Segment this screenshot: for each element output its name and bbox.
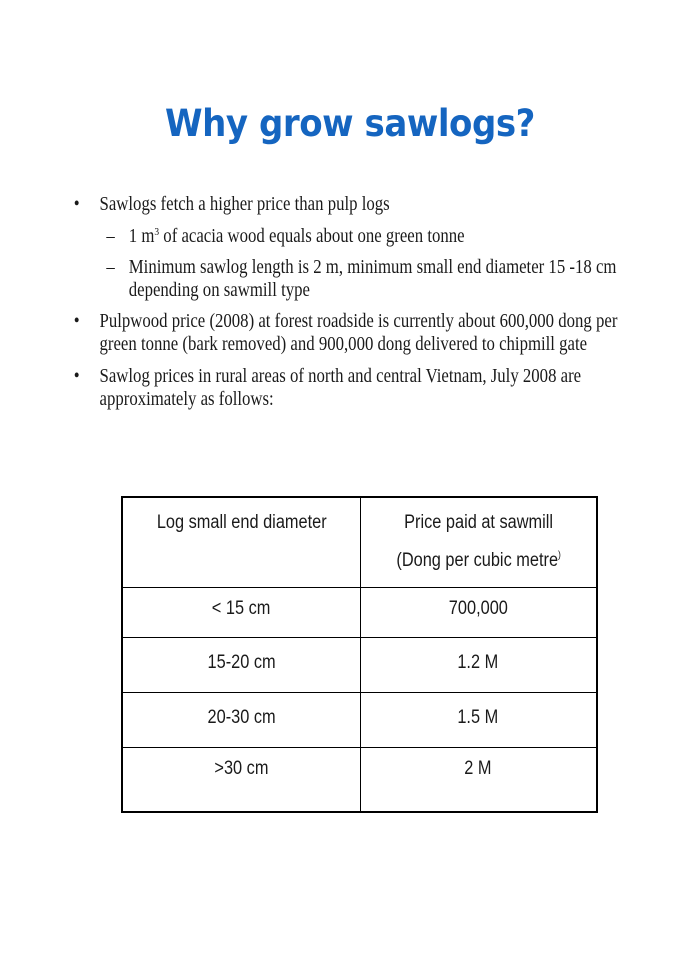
- price-cell: [360, 587, 597, 637]
- table-header-row: [122, 497, 597, 587]
- header-price-line1: Price paid at sawmill: [403, 512, 553, 533]
- bullet-mark: •: [73, 311, 80, 332]
- table-row: [122, 747, 597, 812]
- price-text: 700,000: [448, 597, 508, 619]
- price-text: 2 M: [464, 757, 492, 779]
- bullet-mark: •: [73, 366, 80, 387]
- bullet-item: [72, 193, 622, 216]
- dash-mark: –: [106, 257, 115, 278]
- diameter-text: 20-30 cm: [207, 706, 276, 728]
- header-price: [360, 497, 597, 587]
- sub-bullet-item: [72, 256, 622, 302]
- header-price-line2: [396, 539, 561, 577]
- table-row: [122, 637, 597, 692]
- bullet-mark: •: [73, 194, 80, 215]
- diameter-cell: [122, 747, 360, 812]
- header-price-line2-text: (Dong per cubic metre: [395, 550, 558, 571]
- diameter-text: 15-20 cm: [207, 651, 276, 673]
- sub-bullet-item: [72, 225, 622, 248]
- sub-bullet-text-post: of acacia wood equals about one green tonne: [159, 226, 465, 247]
- superscript: 3: [154, 226, 160, 238]
- header-diameter-text: Log small end diameter: [156, 512, 327, 533]
- diameter-text: < 15 cm: [211, 597, 271, 619]
- price-text: 1.5 M: [457, 706, 499, 728]
- diameter-text: >30 cm: [214, 757, 269, 779]
- bullet-text: Sawlogs fetch a higher price than pulp logs: [99, 194, 390, 215]
- diameter-cell: [122, 692, 360, 747]
- price-cell: [360, 747, 597, 812]
- sub-bullet-text-pre: 1 m: [128, 226, 155, 247]
- header-price-sup: ): [557, 550, 561, 561]
- price-cell: [360, 692, 597, 747]
- dash-mark: –: [106, 226, 115, 247]
- bullet-item: [72, 310, 622, 356]
- table-row: [122, 692, 597, 747]
- diameter-cell: [122, 587, 360, 637]
- bullet-text: Pulpwood price (2008) at forest roadside is currently about 600,000 dong per green tonne (bark removed) and 900,000 dong delivered to chipmill gate: [99, 311, 618, 355]
- table-row: [122, 587, 597, 637]
- price-cell: [360, 637, 597, 692]
- bullet-list: [72, 193, 618, 420]
- diameter-cell: [122, 637, 360, 692]
- price-text: 1.2 M: [457, 651, 499, 673]
- bullet-text: Sawlog prices in rural areas of north and central Vietnam, July 2008 are approximately as follows:: [99, 366, 582, 410]
- header-diameter: [122, 497, 360, 587]
- bullet-item: [72, 365, 622, 411]
- sub-bullet-text: Minimum sawlog length is 2 m, minimum small end diameter 15 -18 cm depending on sawmill type: [128, 257, 617, 301]
- page-title: Why grow sawlogs?: [165, 102, 535, 145]
- price-table: [121, 496, 598, 813]
